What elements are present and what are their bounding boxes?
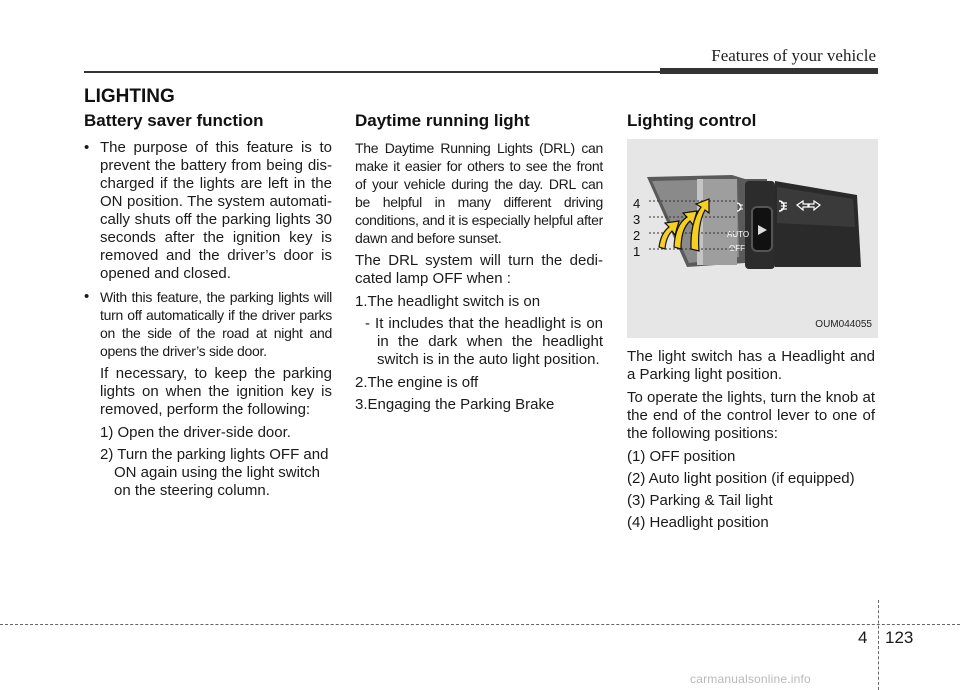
position-item-1: (1) OFF position xyxy=(627,448,736,465)
battery-saver-column xyxy=(84,112,332,500)
drl-paragraph-1: The Daytime Running Lights (DRL) can make it easier for others to see the front of your vehicle during the day. DRL can be helpful in many different driving conditions, and it is especially helpful after dawn and before sunset. xyxy=(355,140,603,246)
watermark: carmanualsonline.info xyxy=(690,672,811,686)
drl-paragraph-2: The DRL system will turn the dedi-cated lamp OFF when : xyxy=(355,252,603,287)
drl-item-1-sub: - It includes that the headlight is on in the dark when the headlight switch is in the auto light position. xyxy=(365,315,603,368)
bullet-dot: • xyxy=(84,288,90,305)
page-number: 123 xyxy=(885,628,914,647)
lighting-control-paragraph-2: To operate the lights, turn the knob at the end of the control lever to one of the following positions: xyxy=(627,389,875,442)
figure-auto-text: AUTO xyxy=(727,230,750,239)
footer-dashed-rule xyxy=(0,624,960,625)
light-switch-figure xyxy=(627,139,878,338)
battery-saver-bullet-2 xyxy=(84,288,332,360)
drl-item-2: 2.The engine is off xyxy=(355,374,479,391)
figure-label-4: 4 xyxy=(633,196,641,211)
battery-saver-heading: Battery saver function xyxy=(84,111,264,130)
lighting-control-column xyxy=(627,112,875,532)
header-rule xyxy=(84,71,660,73)
drl-item-1: 1.The headlight switch is on xyxy=(355,293,541,310)
figure-off-text: OFF xyxy=(729,244,745,253)
position-item-2: (2) Auto light position (if equipped) xyxy=(627,470,855,487)
header-title: Features of your vehicle xyxy=(711,46,876,65)
battery-saver-bullet-1-text: The purpose of this feature is to prevent the battery from being dis-charged if the lights are left in the ON position. The system automati-cally shuts off the parking lights 30 seconds after the ignition key is removed and the driver’s door is opened and closed. xyxy=(100,139,332,282)
figure-label-3: 3 xyxy=(633,212,641,227)
position-item-3: (3) Parking & Tail light xyxy=(627,492,773,509)
battery-saver-step-1: 1) Open the driver-side door. xyxy=(100,424,291,441)
position-item-4: (4) Headlight position xyxy=(627,514,769,531)
figure-label-2: 2 xyxy=(633,228,641,243)
header-bar xyxy=(660,68,878,74)
lighting-control-heading: Lighting control xyxy=(627,111,757,130)
figure-code: OUM044055 xyxy=(815,319,872,330)
drl-heading: Daytime running light xyxy=(355,111,530,130)
drl-column xyxy=(355,112,603,414)
light-switch-illustration xyxy=(627,139,878,338)
drl-item-3: 3.Engaging the Parking Brake xyxy=(355,396,555,413)
footer-dashed-divider xyxy=(878,600,879,690)
section-heading: LIGHTING xyxy=(84,86,175,107)
lighting-control-paragraph-1: The light switch has a Headlight and a Parking light position. xyxy=(627,348,875,383)
bullet-dot: • xyxy=(84,139,90,156)
battery-saver-bullet-2-text: With this feature, the parking lights will turn off automatically if the driver parks on the side of the road at night and opens the driver’s side door. xyxy=(100,289,332,359)
battery-saver-paragraph: If necessary, to keep the parking lights on when the ignition key is removed, perform the following: xyxy=(100,365,332,418)
figure-label-1: 1 xyxy=(633,244,641,259)
battery-saver-bullet-1 xyxy=(84,139,332,283)
page-chapter-number: 4 xyxy=(858,628,868,647)
battery-saver-step-2: 2) Turn the parking lights OFF and ON again using the light switch on the steering column. xyxy=(100,446,329,499)
